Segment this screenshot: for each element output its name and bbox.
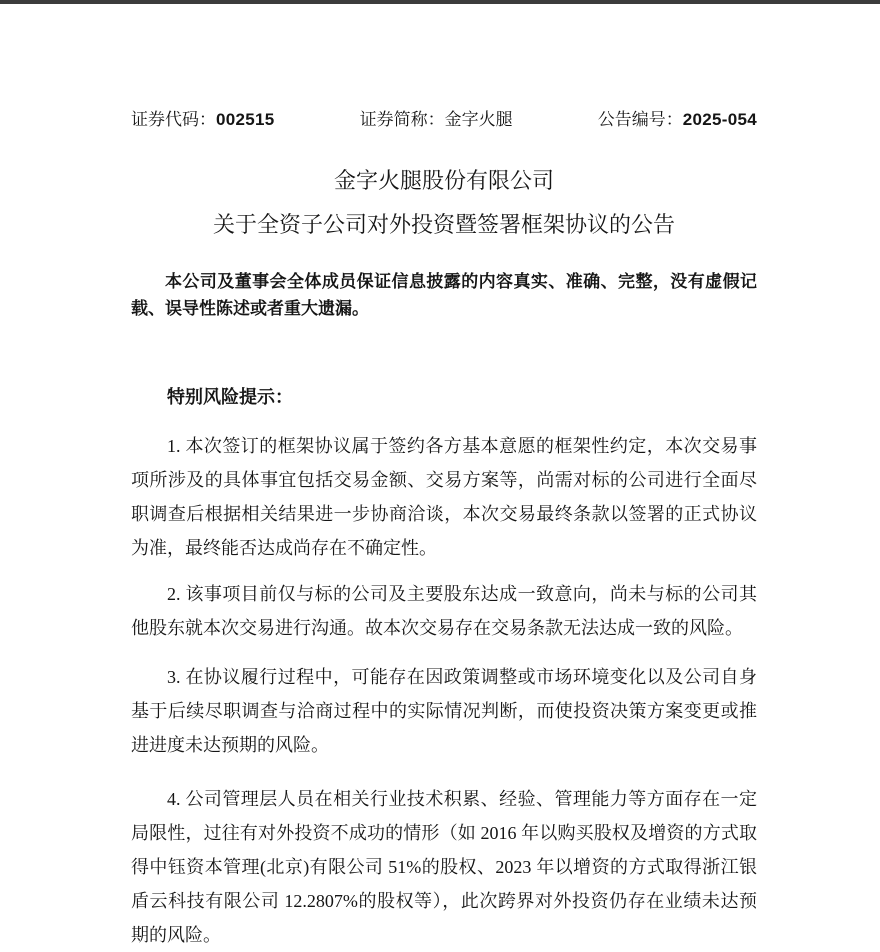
- stock-name-label: 证券简称：: [359, 110, 445, 129]
- risk-paragraph-1: 1. 本次签订的框架协议属于签约各方基本意愿的框架性约定，本次交易事项所涉及的具体事宜包括交易金额、交易方案等，尚需对标的公司进行全面尽职调查后根据相关结果进一步协商洽谈，本次交易最终条款以签署的正式协议为准，最终能否达成尚存在不确定性。: [131, 436, 757, 558]
- special-risk-heading: 特别风险提示：: [167, 387, 293, 407]
- risk-paragraph-3: 3. 在协议履行过程中，可能存在因政策调整或市场环境变化以及公司自身基于后续尽职调查与洽商过程中的实际情况判断，而使投资决策方案变更或推进进度未达预期的风险。: [131, 667, 757, 755]
- stock-name-value: 金字火腿: [444, 110, 513, 129]
- risk-paragraph-2: 2. 该事项目前仅与标的公司及主要股东达成一致意向，尚未与标的公司其他股东就本次交易进行沟通。故本次交易存在交易条款无法达成一致的风险。: [131, 584, 757, 638]
- securities-header-row: [131, 108, 757, 132]
- announcement-number-label: 公告编号：: [597, 110, 683, 129]
- announcement-title: 关于全资子公司对外投资暨签署框架协议的公告: [212, 212, 675, 237]
- announcement-number-field: [598, 108, 757, 132]
- stock-code-field: [131, 108, 275, 132]
- top-divider: [0, 0, 880, 4]
- announcement-number-value: 2025-054: [682, 110, 757, 129]
- stock-code-value: 002515: [216, 110, 275, 129]
- document-content: [131, 108, 757, 952]
- stock-code-label: 证券代码：: [131, 110, 216, 129]
- risk-paragraph-4: 4. 公司管理层人员在相关行业技术积累、经验、管理能力等方面存在一定局限性，过往有对外投资不成功的情形（如 2016 年以购买股权及增资的方式取得中钰资本管理(北京)有限公司 51%的股权、2023 年以增资的方式取得浙江银盾云科技有限公司 12.2807%的股权等），此次跨界对外投资仍存在业绩未达预期的风险。: [131, 789, 757, 945]
- board-disclaimer-text: 本公司及董事会全体成员保证信息披露的内容真实、准确、完整，没有虚假记载、误导性陈述或者重大遗漏。: [131, 272, 757, 318]
- stock-name-field: [360, 108, 513, 132]
- company-title: 金字火腿股份有限公司: [333, 168, 554, 193]
